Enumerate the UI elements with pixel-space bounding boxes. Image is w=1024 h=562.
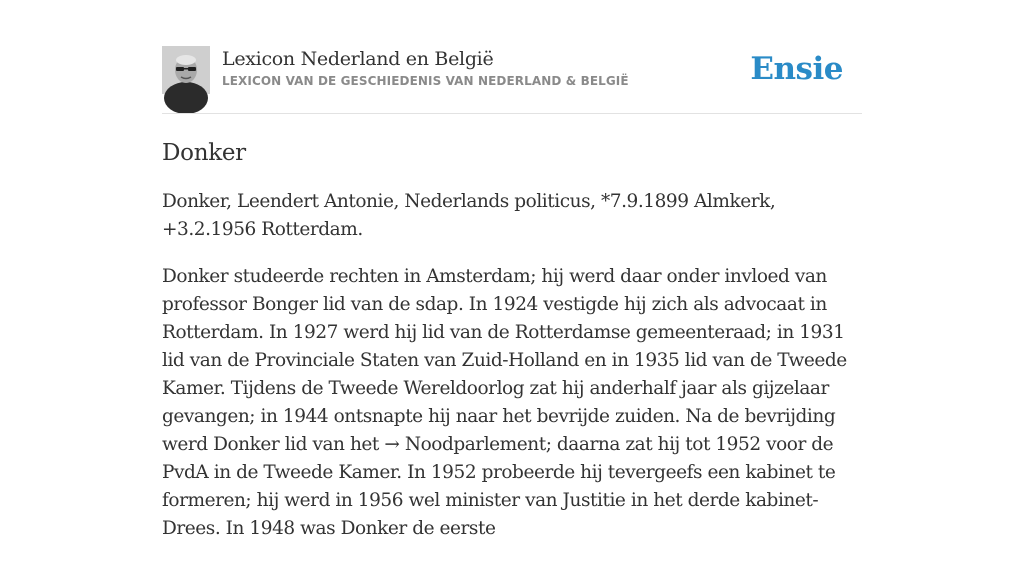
entry-body-text: Donker studeerde rechten in Amsterdam; hij werd daar onder invloed van professor Bonger lid van de sdap. In 1924 vestigde hij zich als advocaat in Rotterdam. In 1927 werd hij lid van de Rotterdamse gemeenteraad; in 1931 lid van de Provinciale Staten van Zuid-Holland en in 1935 lid van de Tweede Kamer. Tijdens de Tweede Wereldoorlog zat hij anderhalf jaar als gijzelaar gevangen; in 1944 ontsnapte hij naar het bevrijde zuiden. Na de bevrijding werd Donker lid van het [162,266,847,455]
site-header [162,46,862,96]
person-portrait-icon [162,46,210,94]
site-title[interactable]: Lexicon Nederland en België [222,48,494,70]
header-divider [162,113,862,114]
entry-title: Donker [162,140,246,166]
entry-body-text-continued: ; daarna zat hij tot 1952 voor de PvdA in de Tweede Kamer. In 1952 probeerde hij tevergeefs een kabinet te formeren; hij werd in 1956 wel minister van Justitie in het derde kabinet-Drees. In 1948 was Donker de eerste [162,434,836,539]
avatar[interactable] [162,46,210,94]
entry-body [162,263,864,543]
entry-intro: Donker, Leendert Antonie, Nederlands politicus, *7.9.1899 Almkerk, +3.2.1956 Rotterdam. [162,191,776,240]
site-titles [222,47,629,89]
brand-logo[interactable]: Ensie [750,51,843,87]
entry-content [162,138,864,562]
noodparlement-link[interactable]: → Noodparlement [384,434,546,455]
site-subtitle: LEXICON VAN DE GESCHIEDENIS VAN NEDERLAND & BELGIË [222,74,629,88]
